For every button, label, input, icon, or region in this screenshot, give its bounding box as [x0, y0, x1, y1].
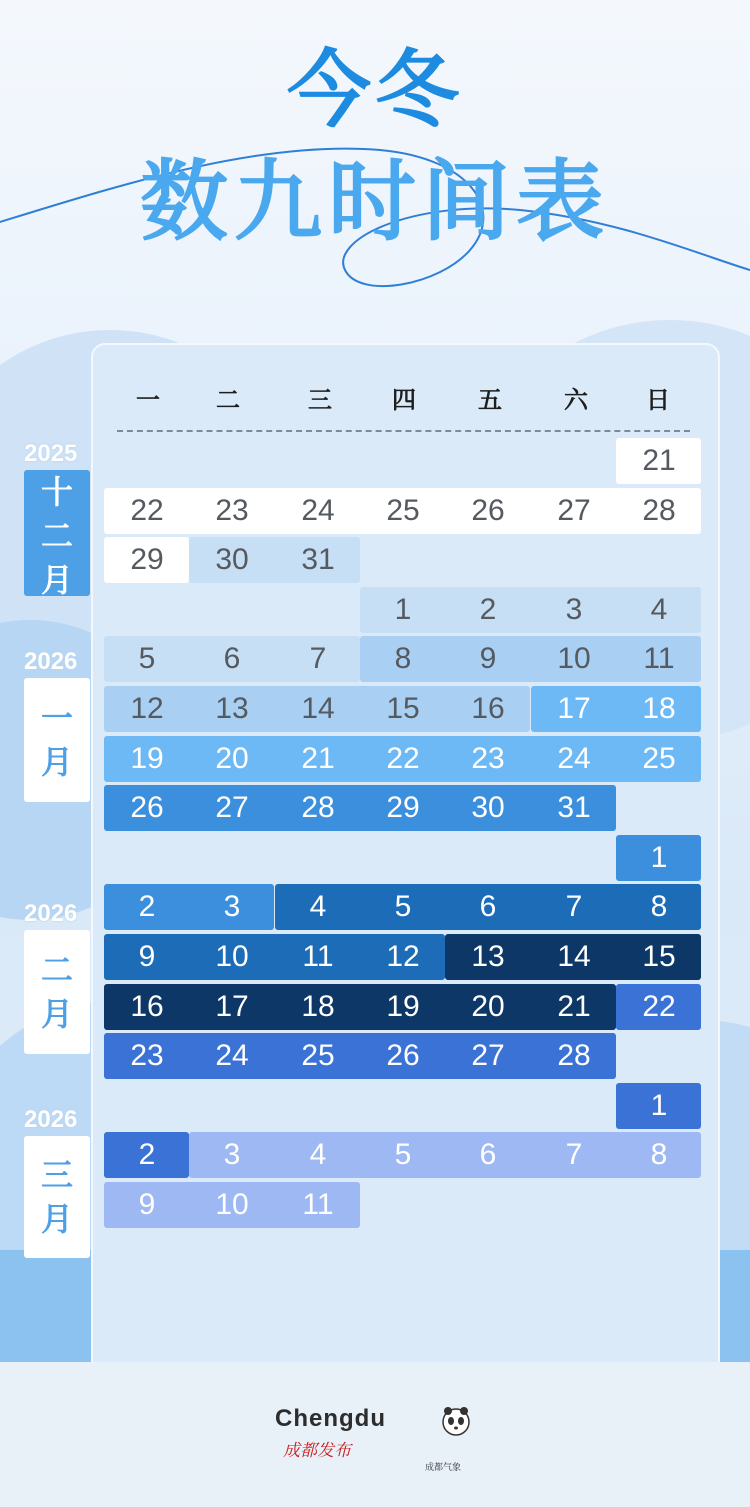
year-label: 2026 [24, 648, 78, 675]
day-number: 28 [557, 1039, 591, 1073]
day-number: 24 [557, 741, 591, 775]
day-number: 2 [138, 890, 156, 924]
day-number: 15 [386, 692, 420, 725]
day-number: 3 [223, 1138, 241, 1172]
day-number: 22 [642, 989, 676, 1023]
month-label-char: 三 [40, 1156, 73, 1194]
day-number: 22 [386, 741, 420, 775]
chengdu-weather-logo-text: 成都气象 [425, 1463, 462, 1473]
day-number: 25 [301, 1039, 335, 1073]
title-line-2: 数九时间表 [139, 150, 610, 253]
day-number: 8 [650, 1138, 668, 1172]
day-number: 7 [565, 890, 583, 924]
year-label: 2026 [24, 1106, 78, 1133]
day-number: 12 [386, 940, 420, 973]
day-number: 21 [301, 741, 335, 775]
day-number: 5 [138, 642, 156, 676]
day-number: 9 [138, 1188, 156, 1221]
day-number: 2 [479, 592, 497, 626]
day-number: 4 [650, 592, 668, 626]
day-number: 31 [557, 791, 591, 825]
day-number: 7 [309, 642, 327, 676]
weekday-label: 三 [308, 385, 332, 414]
day-number: 16 [471, 692, 505, 725]
month-label [24, 1136, 90, 1258]
day-number: 14 [301, 692, 335, 725]
weekday-label: 二 [216, 385, 240, 414]
day-number: 23 [215, 493, 249, 527]
day-number: 13 [215, 692, 249, 725]
day-number: 23 [130, 1039, 164, 1073]
day-number: 23 [471, 741, 505, 775]
day-number: 4 [309, 890, 327, 924]
day-number: 15 [642, 940, 676, 973]
day-number: 6 [479, 1138, 497, 1172]
panda-weather-logo-icon [420, 1392, 480, 1462]
day-number: 6 [479, 890, 497, 924]
weekday-label: 日 [646, 385, 670, 414]
day-number: 8 [650, 890, 668, 924]
day-number: 9 [479, 642, 497, 676]
title-line-1: 今冬 [286, 41, 463, 139]
day-number: 11 [302, 1188, 334, 1221]
day-number: 1 [650, 1088, 668, 1122]
day-number: 18 [642, 692, 676, 725]
day-number: 20 [471, 989, 505, 1023]
weekday-label: 四 [392, 385, 416, 414]
month-label-char: 月 [40, 743, 73, 781]
day-number: 6 [223, 642, 241, 676]
day-number: 8 [394, 642, 412, 676]
chengdu-logo: Chengdu [275, 1405, 386, 1432]
month-label-char: 月 [40, 561, 73, 599]
month-label [24, 470, 90, 599]
day-number: 26 [386, 1039, 420, 1073]
day-number: 1 [394, 592, 412, 626]
day-number: 1 [650, 840, 668, 874]
day-number: 21 [642, 444, 676, 477]
day-number: 10 [557, 642, 591, 676]
month-label [24, 678, 90, 802]
day-number: 27 [557, 493, 591, 527]
day-number: 3 [223, 890, 241, 924]
day-number: 12 [130, 692, 164, 725]
day-number: 26 [471, 493, 505, 527]
day-number: 24 [301, 493, 335, 527]
day-number: 5 [394, 890, 412, 924]
day-number: 10 [215, 1188, 249, 1221]
day-number: 29 [130, 543, 164, 577]
day-number: 11 [302, 940, 334, 973]
day-number: 20 [215, 741, 249, 775]
month-label-char: 二 [40, 951, 73, 989]
day-number: 28 [301, 791, 335, 825]
weekday-label: 六 [564, 385, 588, 414]
day-number: 30 [215, 543, 249, 577]
day-number: 25 [642, 741, 676, 775]
day-number: 4 [309, 1138, 327, 1172]
day-number: 17 [215, 989, 249, 1023]
day-number: 25 [386, 493, 420, 527]
year-label: 2026 [24, 900, 78, 927]
month-label-char: 月 [40, 995, 73, 1033]
header-divider [117, 430, 690, 432]
day-number: 27 [215, 791, 249, 825]
month-label-char: 一 [40, 699, 73, 737]
day-number: 28 [642, 493, 676, 527]
month-label-char: 月 [40, 1200, 73, 1238]
year-label: 2025 [24, 440, 78, 467]
day-number: 22 [130, 493, 164, 527]
day-number: 17 [557, 692, 591, 725]
day-number: 2 [138, 1138, 156, 1172]
day-number: 30 [471, 791, 505, 825]
weekday-label: 一 [136, 385, 160, 414]
day-number: 19 [386, 989, 420, 1023]
day-number: 27 [471, 1039, 505, 1073]
month-label-char: 十 [40, 473, 73, 511]
day-number: 14 [557, 940, 591, 973]
day-number: 21 [557, 989, 591, 1023]
day-number: 5 [394, 1138, 412, 1172]
day-number: 10 [215, 940, 249, 973]
day-number: 31 [301, 543, 335, 577]
chengdu-release-logo-text: 成都发布 [283, 1441, 351, 1461]
day-number: 18 [301, 989, 335, 1023]
footer [0, 1362, 750, 1507]
month-label-char: 二 [40, 517, 73, 555]
day-number: 24 [215, 1039, 249, 1073]
day-number: 19 [130, 741, 164, 775]
day-number: 16 [130, 989, 164, 1023]
day-number: 13 [471, 940, 505, 973]
month-label [24, 930, 90, 1054]
day-number: 3 [565, 592, 583, 626]
day-number: 9 [138, 940, 156, 973]
day-number: 29 [386, 791, 420, 825]
day-number: 26 [130, 791, 164, 825]
weekday-label: 五 [478, 385, 502, 414]
day-number: 11 [643, 642, 675, 676]
day-number: 7 [565, 1138, 583, 1172]
